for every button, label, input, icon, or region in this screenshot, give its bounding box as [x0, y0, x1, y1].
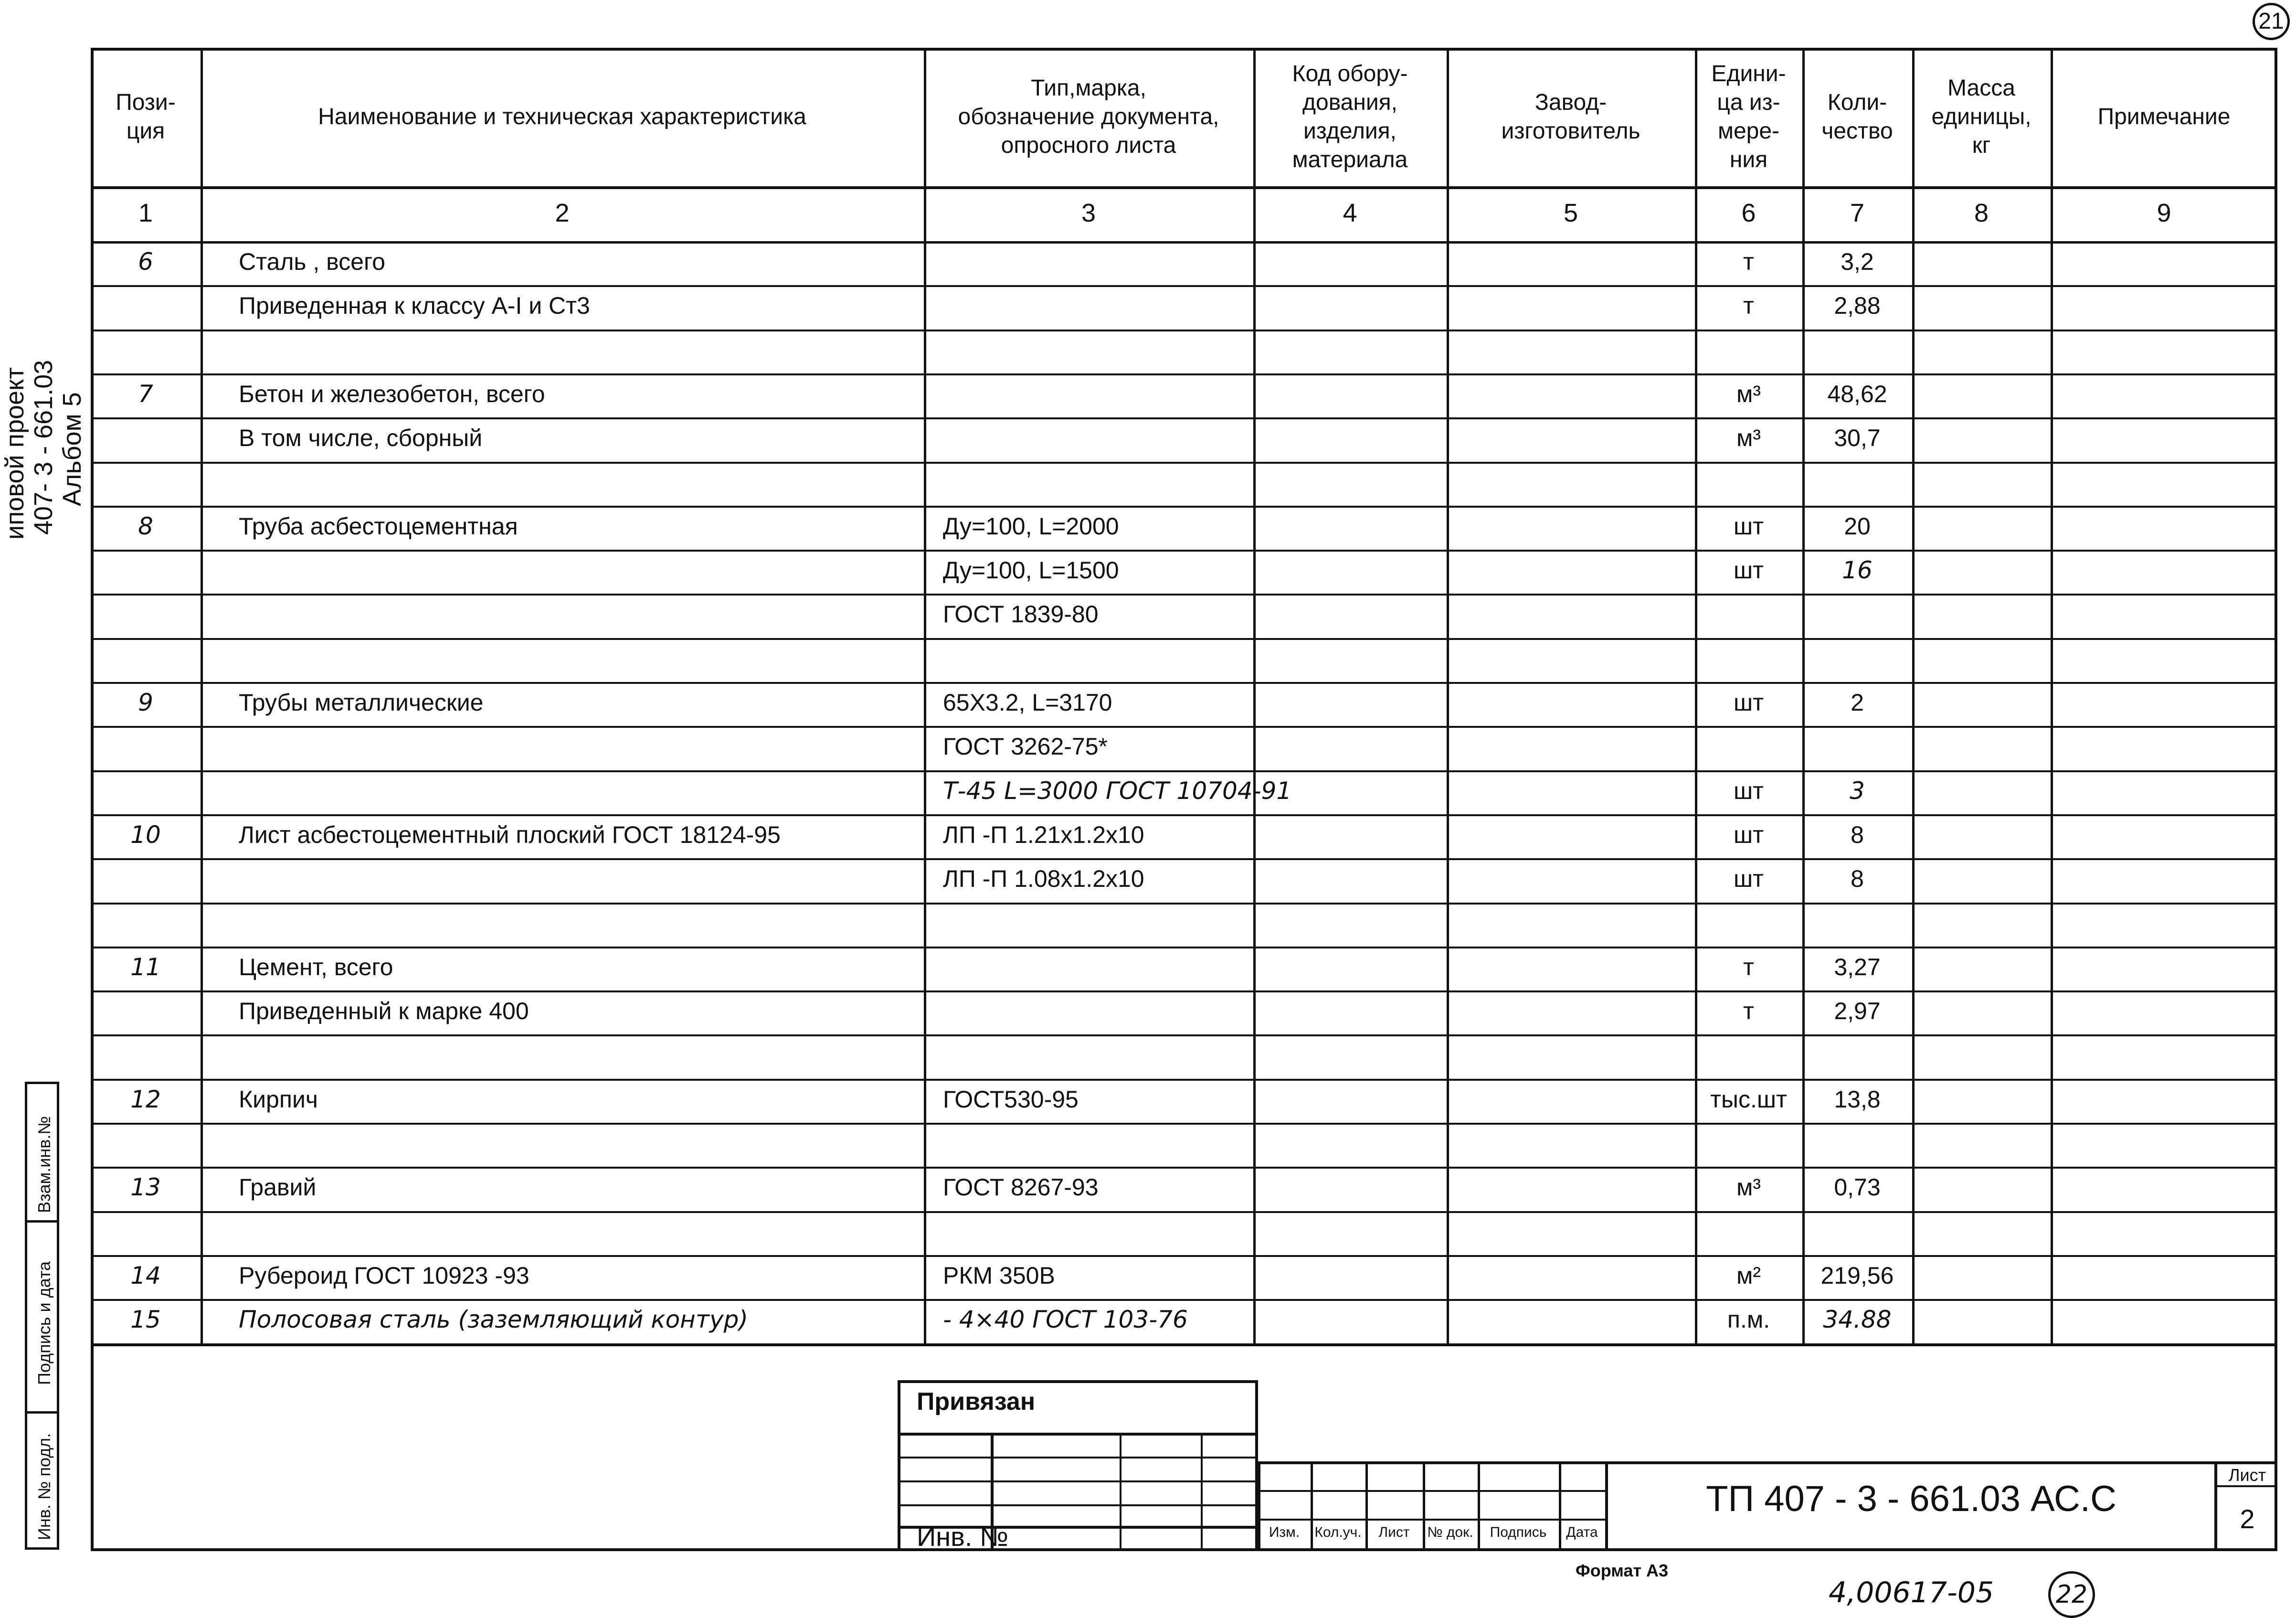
row-unit: шт: [1733, 512, 1764, 540]
row-type: Ду=100, L=1500: [943, 557, 1119, 584]
column-number-6: 6: [1741, 199, 1756, 227]
sheet-number-top: 21: [2258, 9, 2284, 34]
row-name: В том числе, сборный: [239, 425, 483, 452]
column-header-6: Едини- ца из- мере- ния: [1711, 61, 1786, 172]
row-type: ГОСТ 3262-75*: [943, 733, 1108, 760]
row-quantity: 3: [1850, 777, 1865, 805]
column-header-8: Масса единицы, кг: [1931, 75, 2031, 158]
row-position: 14: [130, 1261, 161, 1289]
side-stamp-label-2: Подпись и дата: [34, 1261, 54, 1385]
row-quantity: 2,88: [1834, 292, 1881, 319]
column-number-5: 5: [1563, 199, 1578, 227]
row-quantity: 20: [1844, 512, 1871, 540]
row-name: Сталь , всего: [239, 248, 385, 275]
row-quantity: 219,56: [1820, 1262, 1894, 1289]
row-type: Т-45 L=3000 ГОСТ 10704-91: [943, 777, 1292, 805]
column-number-8: 8: [1974, 199, 1989, 227]
row-name: Трубы металлические: [239, 689, 484, 716]
row-type: ЛП -П 1.21х1.2х10: [943, 821, 1144, 848]
row-unit: шт: [1733, 865, 1764, 893]
side-project-text-2: 407- 3 - 661.03: [29, 360, 58, 535]
revision-label: Изм.: [1269, 1524, 1300, 1540]
column-header-4: Код обору- дования, изделия, материала: [1292, 61, 1408, 172]
row-quantity: 0,73: [1834, 1174, 1881, 1201]
side-project-text-3: Альбом 5: [58, 392, 86, 506]
row-unit: т: [1743, 248, 1754, 275]
sheet-number-circle-top: [2253, 3, 2290, 40]
row-name: Приведенный к марке 400: [239, 998, 529, 1025]
row-position: 13: [130, 1173, 161, 1202]
row-name: Рубероид ГОСТ 10923 -93: [239, 1262, 529, 1289]
row-unit: м³: [1736, 1174, 1761, 1201]
row-position: 15: [130, 1306, 161, 1334]
row-type: ГОСТ530-95: [943, 1086, 1079, 1113]
column-header-5: Завод- изготовитель: [1501, 90, 1640, 144]
row-quantity: 2,97: [1834, 998, 1881, 1025]
format-label: Формат А3: [1576, 1561, 1669, 1580]
row-unit: м³: [1736, 425, 1761, 452]
row-position: 9: [138, 689, 153, 716]
row-unit: т: [1743, 953, 1754, 980]
row-type: ЛП -П 1.08х1.2х10: [943, 865, 1144, 893]
row-quantity: 13,8: [1834, 1086, 1881, 1113]
row-unit: м²: [1736, 1262, 1761, 1289]
row-name: Гравий: [239, 1174, 317, 1201]
row-unit: тыс.шт: [1710, 1086, 1787, 1113]
row-quantity: 3,2: [1841, 248, 1874, 275]
row-unit: т: [1743, 998, 1754, 1025]
row-position: 7: [138, 380, 153, 408]
column-number-3: 3: [1081, 199, 1096, 227]
row-quantity: 3,27: [1834, 953, 1881, 980]
archive-number: 4,00617-05: [1829, 1576, 1994, 1609]
row-unit: п.м.: [1727, 1306, 1770, 1333]
column-number-2: 2: [555, 199, 570, 227]
column-header-3: Тип,марка, обозначение документа, опросного листа: [958, 75, 1219, 158]
column-header-1: Пози- ция: [116, 90, 176, 144]
side-stamp-label-1: Взам.инв.№: [34, 1116, 54, 1213]
sheet-label: Лист: [2228, 1465, 2266, 1485]
privyazan-label: Привязан: [917, 1388, 1036, 1416]
revision-label: Дата: [1566, 1524, 1598, 1540]
row-unit: шт: [1733, 777, 1764, 804]
row-quantity: 48,62: [1827, 380, 1887, 407]
row-name: Цемент, всего: [239, 953, 393, 980]
sheet-value: 2: [2240, 1504, 2255, 1534]
row-position: 8: [138, 512, 153, 540]
row-type: РКМ 350В: [943, 1262, 1055, 1289]
revision-label: Подпись: [1490, 1524, 1547, 1540]
row-name: Труба асбестоцементная: [239, 512, 518, 540]
row-quantity: 2: [1851, 689, 1864, 716]
row-quantity: 30,7: [1834, 425, 1881, 452]
revision-label: № док.: [1427, 1524, 1473, 1540]
row-type: Ду=100, L=2000: [943, 512, 1119, 540]
row-name: Кирпич: [239, 1086, 318, 1113]
revision-label: Лист: [1378, 1524, 1410, 1540]
sheet-number-circle-bottom: [2048, 1571, 2095, 1618]
row-quantity: 8: [1851, 865, 1864, 893]
revision-label: Кол.уч.: [1314, 1524, 1362, 1540]
row-unit: т: [1743, 292, 1754, 319]
row-name: Лист асбестоцементный плоский ГОСТ 18124-95: [239, 821, 781, 848]
row-name: Полосовая сталь (заземляющий контур): [239, 1306, 748, 1334]
row-position: 10: [130, 820, 161, 849]
inv-no-label: Инв. №: [917, 1522, 1009, 1552]
row-type: 65Х3.2, L=3170: [943, 689, 1112, 716]
sheet-number-bottom: 22: [2055, 1580, 2088, 1609]
side-stamp-label-3: Инв. № подл.: [34, 1433, 54, 1540]
column-header-7: Коли- чество: [1821, 90, 1893, 144]
row-unit: шт: [1733, 557, 1764, 584]
document-code: ТП 407 - 3 - 661.03 АС.С: [1706, 1479, 2116, 1519]
row-unit: шт: [1733, 821, 1764, 848]
row-name: Бетон и железобетон, всего: [239, 380, 545, 407]
column-header-2: Наименование и техническая характеристика: [318, 104, 806, 129]
row-quantity: 16: [1842, 556, 1873, 585]
row-type: ГОСТ 1839-80: [943, 601, 1099, 628]
row-position: 12: [130, 1085, 161, 1113]
column-number-9: 9: [2157, 199, 2171, 227]
row-type: - 4×40 ГОСТ 103-76: [943, 1306, 1188, 1334]
column-header-9: Примечание: [2097, 104, 2231, 129]
column-number-1: 1: [138, 199, 153, 227]
row-unit: шт: [1733, 689, 1764, 716]
row-position: 6: [138, 248, 153, 276]
row-type: ГОСТ 8267-93: [943, 1174, 1099, 1201]
side-project-text-1: иповой проект: [0, 367, 29, 540]
row-quantity: 34.88: [1823, 1306, 1892, 1334]
row-quantity: 8: [1851, 821, 1864, 848]
row-position: 11: [130, 953, 161, 981]
column-number-4: 4: [1343, 199, 1357, 227]
row-unit: м³: [1736, 380, 1761, 407]
row-name: Приведенная к классу А-I и Ст3: [239, 292, 590, 319]
column-number-7: 7: [1850, 199, 1865, 227]
